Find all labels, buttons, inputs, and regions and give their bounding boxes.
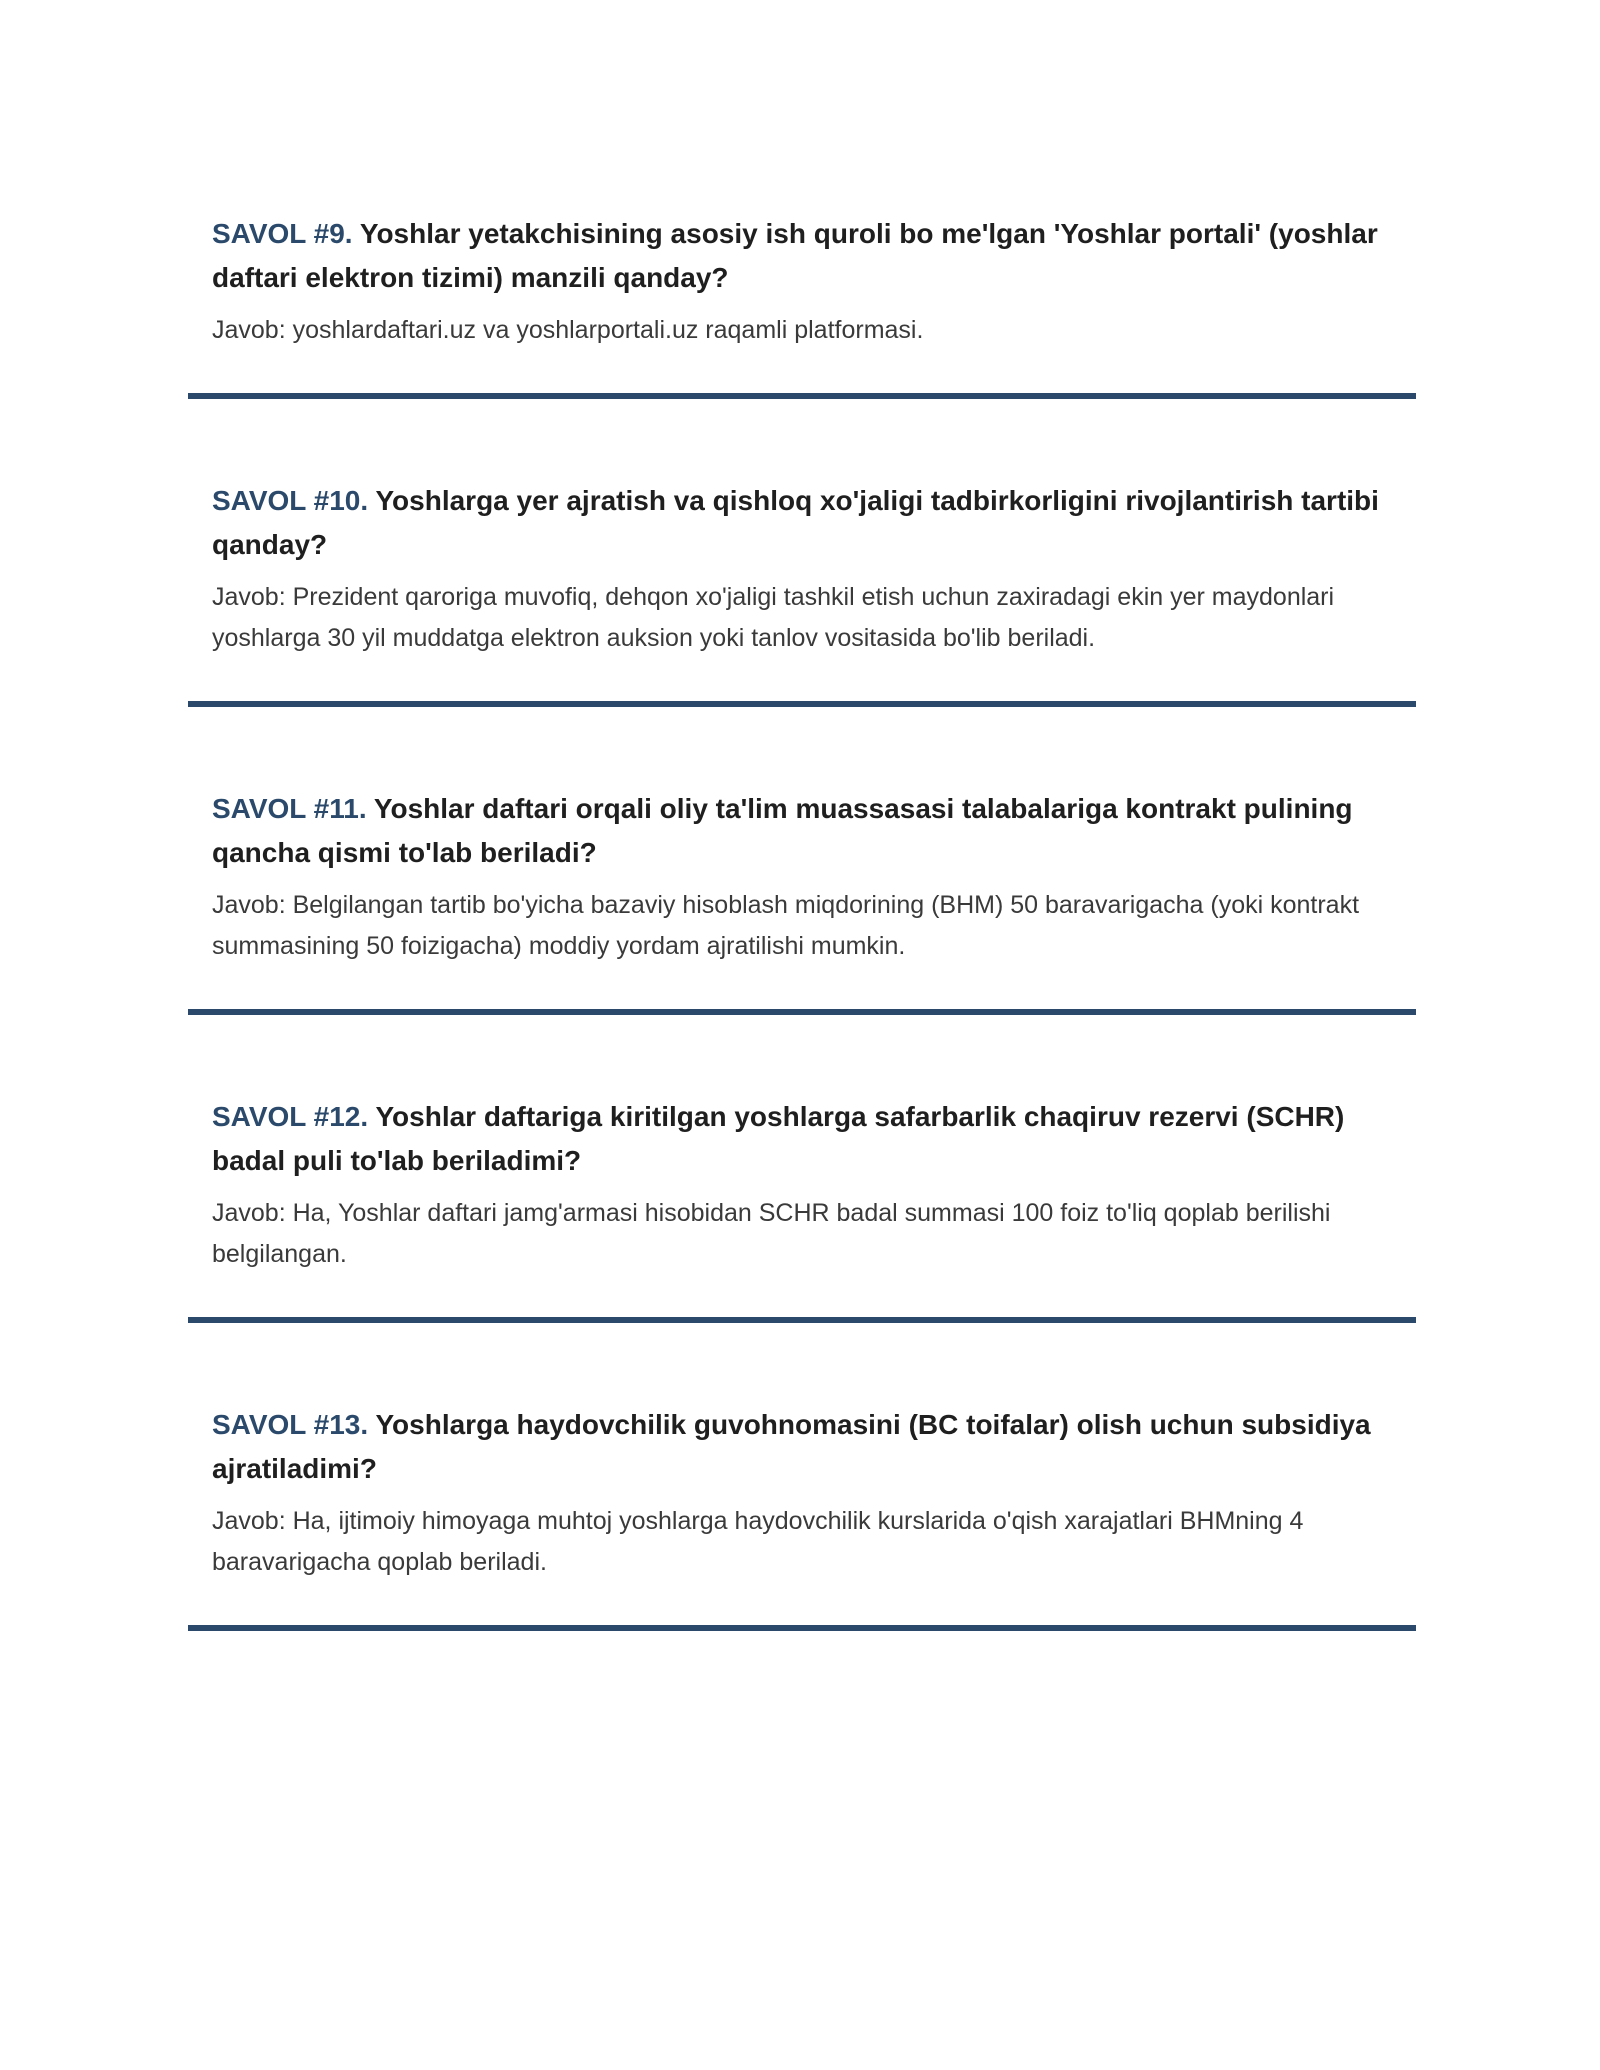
question-number-label: SAVOL #12. xyxy=(212,1101,369,1132)
question-text: Yoshlarga haydovchilik guvohnomasini (BC toifalar) olish uchun subsidiya ajratiladimi? xyxy=(212,1409,1371,1484)
answer-text: Javob: Prezident qaroriga muvofiq, dehqon xo'jaligi tashkil etish uchun zaxiradagi ekin yer maydonlari yoshlarga 30 yil muddatga elektron auksion yoki tanlov vositasida bo'lib beriladi. xyxy=(212,583,1335,652)
answer-text: Javob: Ha, Yoshlar daftari jamg'armasi hisobidan SCHR badal summasi 100 foiz to'liq qoplab berilishi belgilangan. xyxy=(212,1199,1331,1268)
question-text: Yoshlar daftari orqali oliy ta'lim muassasasi talabalariga kontrakt pulining qancha qismi to'lab beriladi? xyxy=(212,793,1353,868)
section-divider xyxy=(188,1625,1416,1631)
question-text: Yoshlar yetakchisining asosiy ish quroli bo me'lgan 'Yoshlar portali' (yoshlar daftari elektron tizimi) manzili qanday? xyxy=(212,218,1378,293)
qa-item-13 xyxy=(212,1403,1392,1583)
section-divider xyxy=(188,1009,1416,1015)
question-heading xyxy=(212,787,1392,875)
qa-item-12 xyxy=(212,1095,1392,1275)
question-text: Yoshlar daftariga kiritilgan yoshlarga safarbarlik chaqiruv rezervi (SCHR) badal puli to'lab beriladimi? xyxy=(212,1101,1345,1176)
section-divider xyxy=(188,393,1416,399)
section-divider xyxy=(188,701,1416,707)
question-number-label: SAVOL #11. xyxy=(212,793,367,824)
question-number-label: SAVOL #9. xyxy=(212,218,353,249)
question-heading xyxy=(212,479,1392,567)
question-heading xyxy=(212,212,1392,300)
question-heading xyxy=(212,1403,1392,1491)
section-divider xyxy=(188,1317,1416,1323)
qa-item-9 xyxy=(212,212,1392,351)
question-heading xyxy=(212,1095,1392,1183)
answer-text: Javob: yoshlardaftari.uz va yoshlarportali.uz raqamli platformasi. xyxy=(212,316,924,344)
answer-text: Javob: Ha, ijtimoiy himoyaga muhtoj yoshlarga haydovchilik kurslarida o'qish xarajatlari BHMning 4 baravarigacha qoplab beriladi. xyxy=(212,1507,1304,1576)
answer-text: Javob: Belgilangan tartib bo'yicha bazaviy hisoblash miqdorining (BHM) 50 baravarigacha (yoki kontrakt summasining 50 foizigacha) moddiy yordam ajratilishi mumkin. xyxy=(212,891,1360,960)
qa-item-10 xyxy=(212,479,1392,659)
question-number-label: SAVOL #13. xyxy=(212,1409,369,1440)
question-text: Yoshlarga yer ajratish va qishloq xo'jaligi tadbirkorligini rivojlantirish tartibi qanday? xyxy=(212,485,1379,560)
qa-item-11 xyxy=(212,787,1392,967)
question-number-label: SAVOL #10. xyxy=(212,485,369,516)
